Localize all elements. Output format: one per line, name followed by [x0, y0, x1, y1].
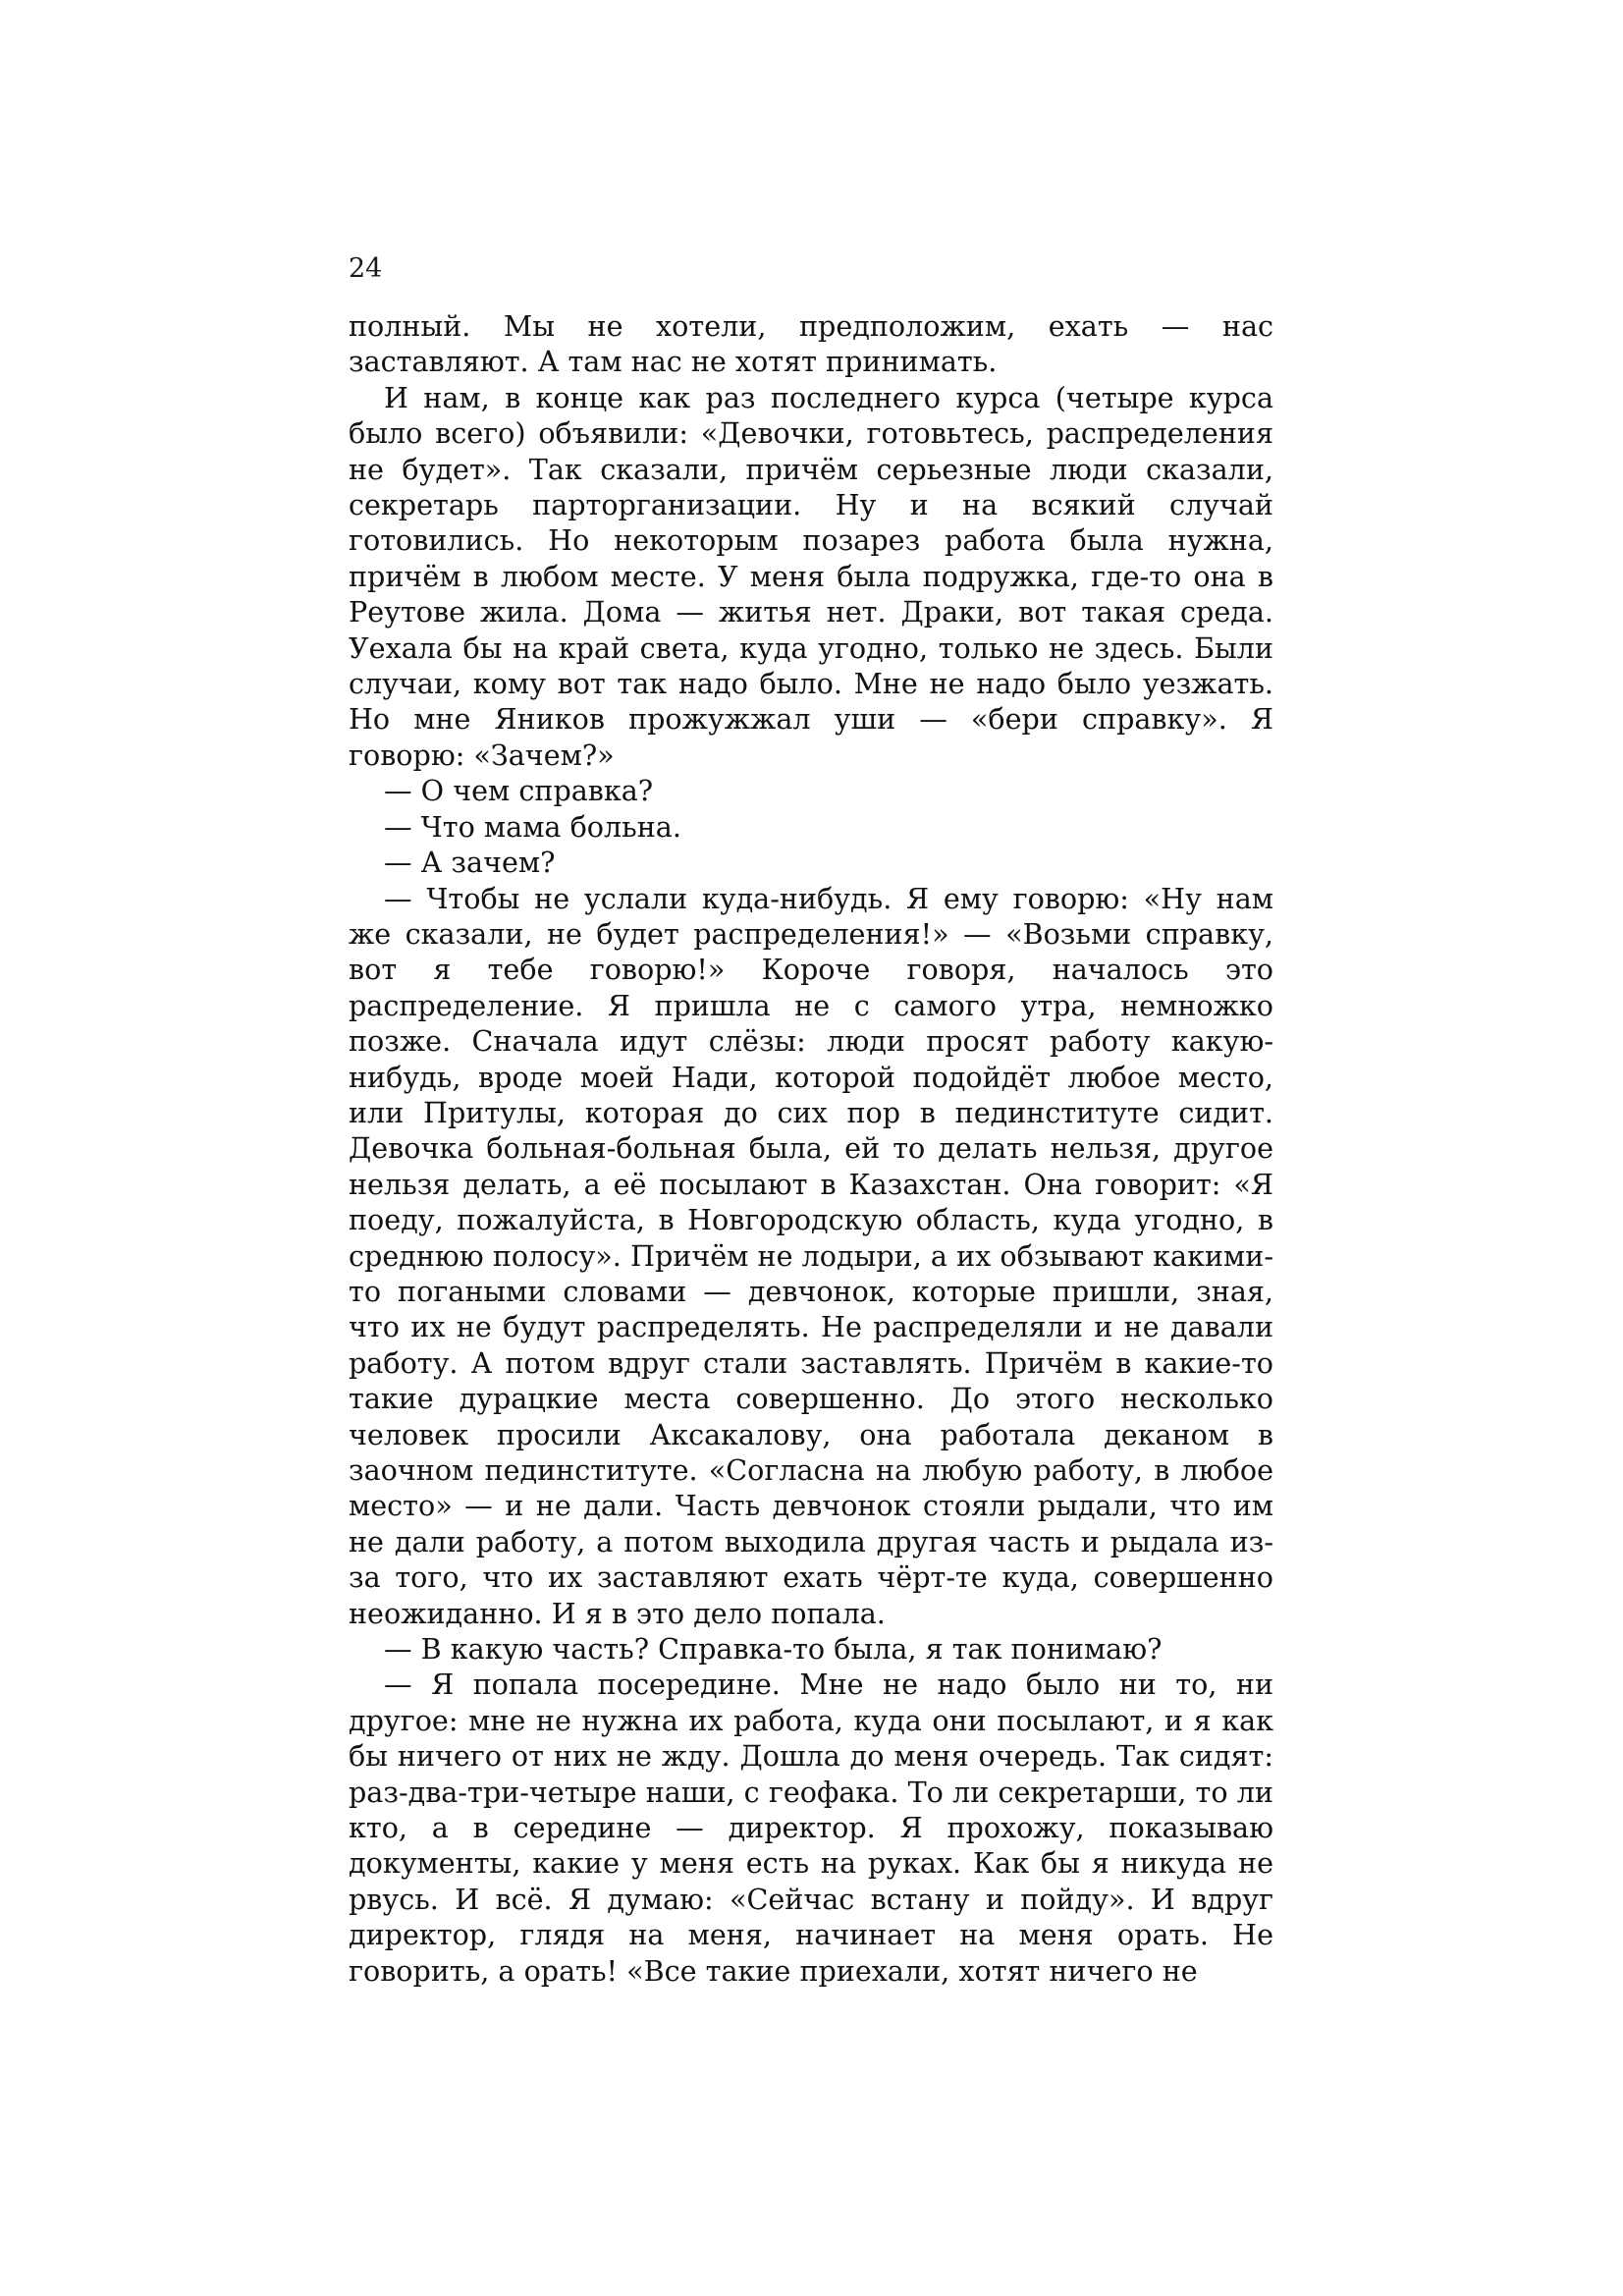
dialogue-line: — А зачем? — [384, 846, 556, 880]
paragraph: И нам, в конце как раз последнего курса (четыре курса было всего) объявили: «Девочки, готовьтесь, распределения не будет». Так сказали, причём серьезные люди сказали, секретарь парторганизации. Ну и на всякий случай готовились. Но некоторым позарез работа была нужна, причём в любом месте. У меня была подружка, где-то она в Реутове жила. Дома — житья нет. Драки, вот такая среда. Уехала бы на край света, куда угодно, только не здесь. Были случаи, кому вот так надо было. Мне не надо было уезжать. Но мне Яников прожужжал уши — «бери справку». Я говорю: «Зачем?» — [349, 380, 1273, 772]
page-number: 24 — [349, 253, 383, 284]
body-text — [349, 308, 1273, 1989]
paragraph: — Я попала посередине. Мне не надо было ни то, ни другое: мне не нужна их работа, куда они посылают, и я как бы ничего от них не жду. Дошла до меня очередь. Так сидят: раз-два-три-четыре наши, с геофака. То ли секретарши, то ли кто, а в середине — директор. Я прохожу, показываю документы, какие у меня есть на руках. Как бы я никуда не рвусь. И всё. Я думаю: «Сейчас встану и пойду». И вдруг директор, глядя на меня, начинает на меня орать. Не говорить, а орать! «Все такие приехали, хотят ничего не — [349, 1667, 1273, 1988]
paragraph: — Чтобы не услали куда-нибудь. Я ему говорю: «Ну нам же сказали, не будет распределения!» — «Возьми справку, вот я тебе говорю!» Короче говоря, началось это распределение. Я пришла не с самого утра, немножко позже. Сначала идут слёзы: люди просят работу какую-нибудь, вроде моей Нади, которой подойдёт любое место, или Притулы, которая до сих пор в пединституте сидит. Девочка больная-больная была, ей то делать нельзя, другое нельзя делать, а её посылают в Казахстан. Она говорит: «Я поеду, пожалуйста, в Новгородскую область, куда угодно, в среднюю полосу». Причём не лодыри, а их обзывают какими-то погаными словами — девчонок, которые пришли, зная, что их не будут распределять. Не распределяли и не давали работу. А потом вдруг стали заставлять. Причём в какие-то такие дурацкие места совершенно. До этого несколько человек просили Аксакалову, она работала деканом в заочном пединституте. «Согласна на любую работу, в любое место» — и не дали. Часть девчонок стояли рыдали, что им не дали работу, а потом выходила другая часть и рыдала из-за того, что их заставляют ехать чёрт-те куда, совершенно неожиданно. И я в это дело попала. — [349, 881, 1273, 1630]
dialogue-line: — О чем справка? — [384, 774, 654, 808]
dialogue-line: — В какую часть? Справка-то была, я так понимаю? — [384, 1632, 1163, 1667]
dialogue-line: — Что мама больна. — [384, 809, 681, 844]
paragraph: полный. Мы не хотели, предположим, ехать — нас заставляют. А там нас не хотят принимать. — [349, 309, 1273, 379]
